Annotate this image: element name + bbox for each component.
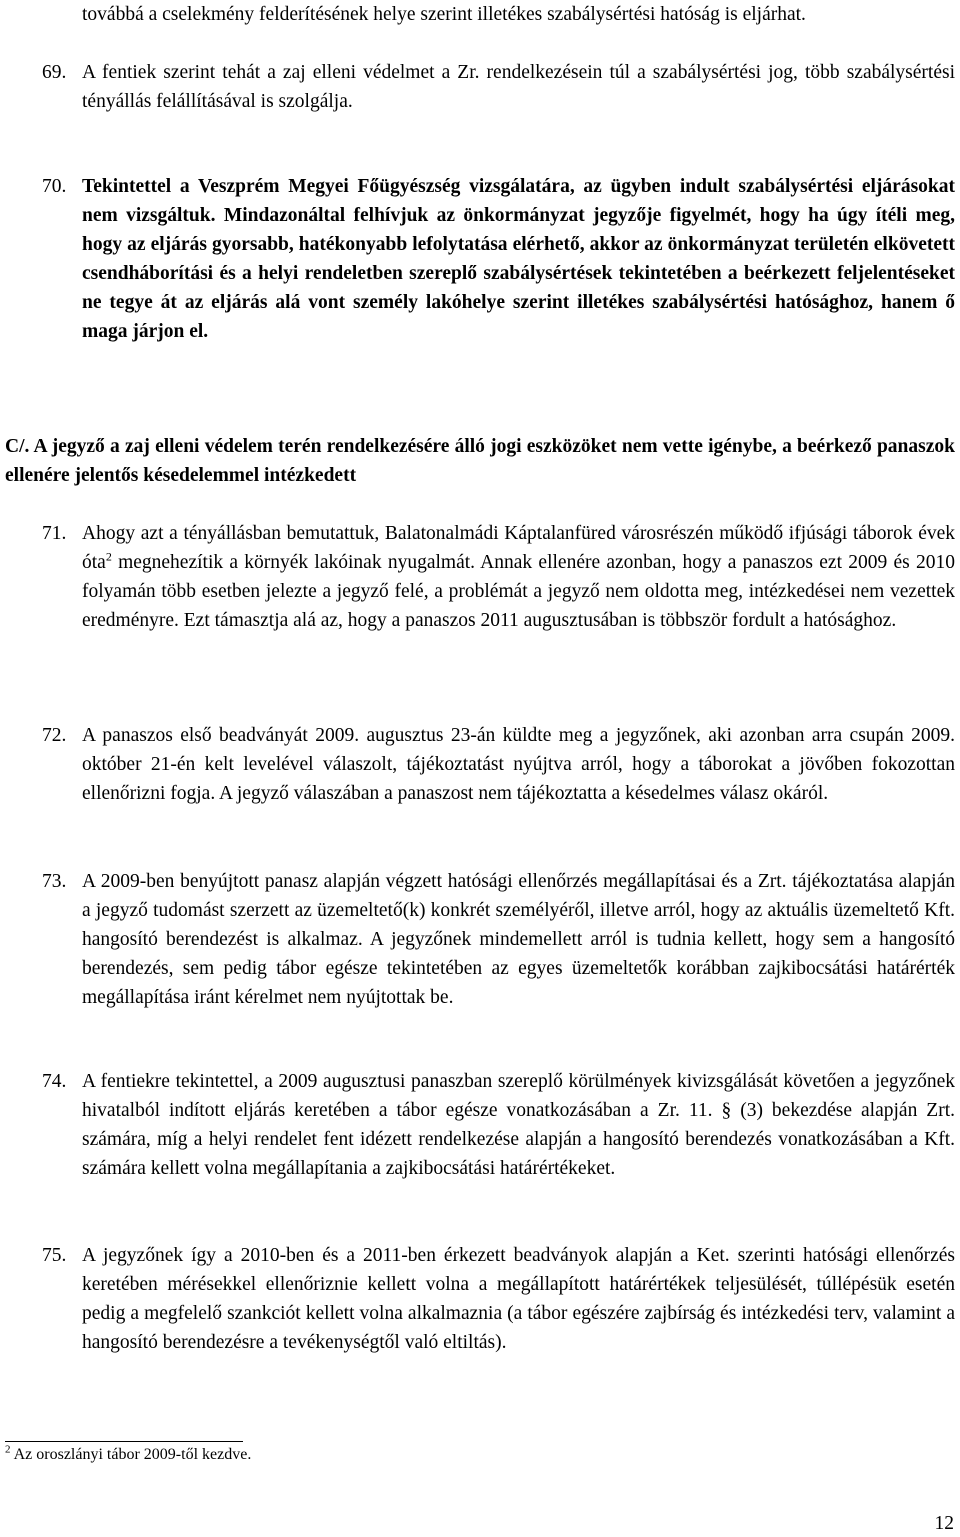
section-title: A jegyző a zaj elleni védelem terén rendelkezésére álló jogi eszközöket nem vette igénybe, a beérkező panaszok ellenére jelentős késedelemmel intézkedett — [5, 436, 955, 486]
paragraph-text-cont: megnehezítik a környék lakóinak nyugalmát. Annak ellenére azonban, hogy a panaszos ezt 2009 és 2010 folyamán több esetben jelezte a jegyző felé, a problémát a jegyző nem oldotta meg, intézkedései nem vezettek eredményre. Ezt támasztja alá az, hogy a panaszos 2011 augusztusában is többször fordult a hatósághoz. — [82, 552, 955, 631]
paragraph-number: 72. — [42, 725, 67, 746]
page-number: 12 — [934, 1513, 954, 1534]
paragraph-73 — [42, 867, 955, 1012]
paragraph-72 — [42, 721, 955, 808]
paragraph-text: továbbá a cselekmény felderítésének helye szerint illetékes szabálysértési hatóság is eljárhat. — [82, 4, 806, 25]
paragraph-text: A fentiekre tekintettel, a 2009 augusztusi panaszban szereplő körülmények kivizsgálását követően a jegyzőnek hivatalból indított eljárás keretében a tábor egésze vonatkozásában a Zr. 11. § (3) bekezdése alapján Zrt. számára, míg a helyi rendelet fent idézett rendelkezése alapján a hangosító berendezés vonatkozásában a Kft. számára kellett volna megállapítania a zajkibocsátási határértékeket. — [82, 1071, 955, 1179]
paragraph-number: 75. — [42, 1245, 67, 1266]
paragraph-text: A panaszos első beadványát 2009. augusztus 23-án küldte meg a jegyzőnek, aki azonban arra csupán 2009. október 21-én kelt levelével válaszolt, tájékoztatást nyújtva arról, hogy a táborokat a jövőben fokozottan ellenőrizni fogja. A jegyző válaszában a panaszost nem tájékoztatta a késedelmes válasz okáról. — [82, 725, 955, 804]
paragraph-71 — [42, 519, 955, 635]
section-label: C/. — [5, 436, 30, 457]
paragraph-continuation — [82, 0, 955, 29]
paragraph-74 — [42, 1067, 955, 1183]
paragraph-75 — [42, 1241, 955, 1357]
paragraph-number: 70. — [42, 176, 67, 197]
paragraph-text: A fentiek szerint tehát a zaj elleni védelmet a Zr. rendelkezésein túl a szabálysértési jog, több szabálysértési tényállás felállításával is szolgálja. — [82, 62, 955, 112]
footnote-reference[interactable]: 2 — [105, 549, 112, 564]
footnote-text: Az oroszlányi tábor 2009-től kezdve. — [10, 1446, 252, 1463]
paragraph-number: 73. — [42, 871, 67, 892]
paragraph-text: Tekintettel a Veszprém Megyei Főügyészség vizsgálatára, az ügyben indult szabálysértési eljárásokat nem vizsgáltuk. Mindazonáltal felhívjuk az önkormányzat jegyzője figyelmét, hogy ha úgy ítéli meg, hogy az eljárás gyorsabb, hatékonyabb lefolytatása elérhető, akkor az önkormányzat területén elkövetett csendháborítási és a helyi rendeletben szereplő szabálysértések tekintetében a beérkezett feljelentéseket ne tegye át az eljárás alá vont személy lakóhelye szerint illetékes szabálysértési hatósághoz, hanem ő maga járjon el. — [82, 176, 955, 342]
paragraph-text: A 2009-ben benyújtott panasz alapján végzett hatósági ellenőrzés megállapításai és a Zrt. tájékoztatása alapján a jegyző tudomást szerzett az üzemeltető(k) konkrét személyéről, illetve arról, hogy az aktuális üzemeltető Kft. hangosító berendezést is alkalmaz. A jegyzőnek mindemellett arról is tudnia kellett, hogy sem a hangosító berendezés, sem pedig tábor egésze tekintetében az egyes üzemeltetők korábban zajkibocsátási határérték megállapítása iránt kérelmet nem nyújtottak be. — [82, 871, 955, 1008]
paragraph-text: A jegyzőnek így a 2010-ben és a 2011-ben érkezett beadványok alapján a Ket. szerinti hatósági ellenőrzés keretében mérésekkel ellenőriznie kellett volna a megállapított határértékek teljesülését, túllépésük esetén pedig a megfelelő szankciót kellett volna alkalmaznia (a tábor egészére zajbírság és intézkedési terv, valamint a hangosító berendezésre a tevékenységtől való eltiltás). — [82, 1245, 955, 1353]
paragraph-69 — [42, 58, 955, 116]
paragraph-70 — [42, 172, 955, 346]
footnote — [5, 1444, 251, 1466]
paragraph-text: Ahogy azt a tényállásban bemutattuk, Balatonalmádi Káptalanfüred városrészén működő ifjúsági táborok évek óta — [82, 523, 955, 573]
paragraph-number: 71. — [42, 523, 67, 544]
paragraph-number: 69. — [42, 62, 67, 83]
paragraph-number: 74. — [42, 1071, 67, 1092]
footnote-divider — [5, 1441, 243, 1442]
footnote-mark: 2 — [5, 1443, 11, 1456]
section-heading — [5, 432, 955, 490]
